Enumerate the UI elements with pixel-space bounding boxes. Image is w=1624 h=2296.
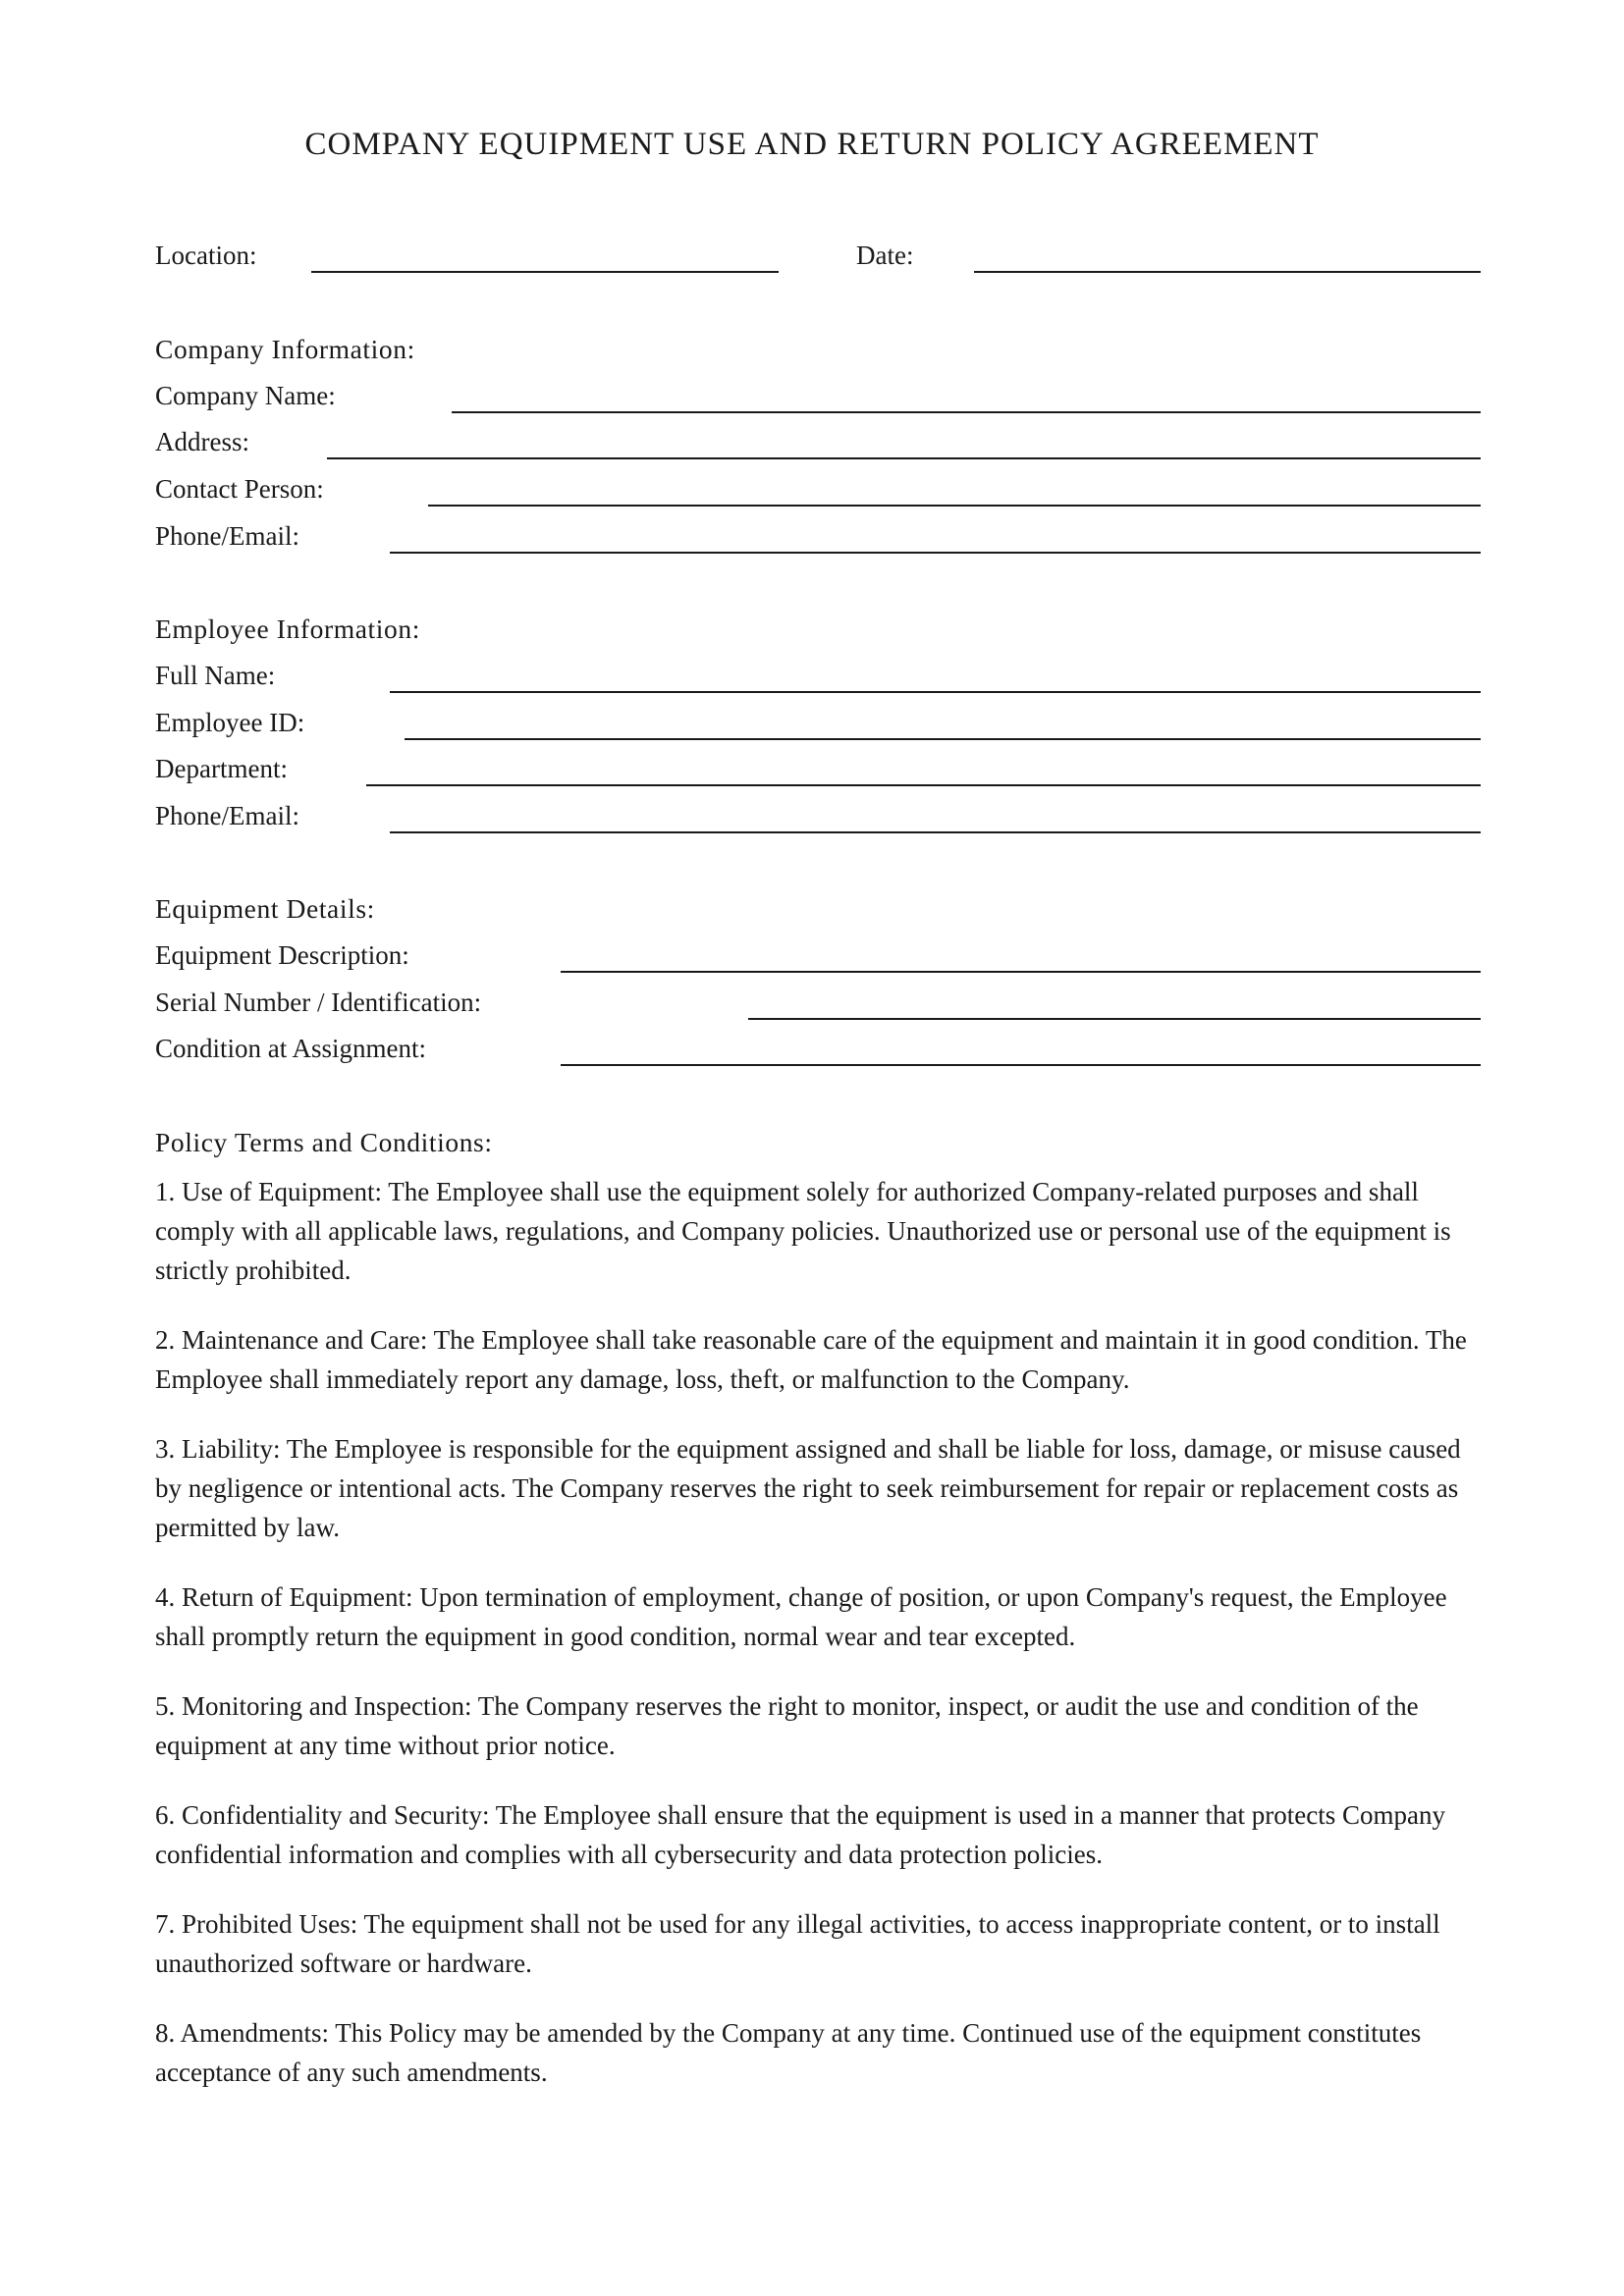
policy-term: 1. Use of Equipment: The Employee shall use the equipment solely for authorized Company-related purposes and shall comply with all applicable laws, regulations, and Company policies. Unauthorized use or personal use of the equipment is strictly prohibited. <box>155 1177 1451 1285</box>
date-field[interactable] <box>974 271 1481 273</box>
policy-term: 6. Confidentiality and Security: The Employee shall ensure that the equipment is used in a manner that protects Company confidential information and complies with all cybersecurity and data protection policies. <box>155 1800 1445 1869</box>
policy-terms-list <box>155 1172 1490 2122</box>
serial-number-label: Serial Number / Identification: <box>155 988 482 1017</box>
equipment-details-heading: Equipment Details: <box>155 893 375 924</box>
company-address-field[interactable] <box>327 457 1481 459</box>
date-label: Date: <box>856 240 914 270</box>
policy-term: 2. Maintenance and Care: The Employee shall take reasonable care of the equipment and maintain it in good condition. The Employee shall immediately report any damage, loss, theft, or malfunction to the Company. <box>155 1325 1467 1394</box>
location-field[interactable] <box>311 271 779 273</box>
location-label: Location: <box>155 240 257 270</box>
policy-term: 8. Amendments: This Policy may be amended by the Company at any time. Continued use of the equipment constitutes acceptance of any such amendments. <box>155 2018 1422 2087</box>
full-name-label: Full Name: <box>155 661 276 690</box>
policy-term: 7. Prohibited Uses: The equipment shall not be used for any illegal activities, to access inappropriate content, or to install unauthorized software or hardware. <box>155 1909 1440 1978</box>
serial-number-field[interactable] <box>748 1018 1481 1020</box>
department-label: Department: <box>155 754 288 783</box>
company-name-field[interactable] <box>452 411 1481 413</box>
company-information-heading: Company Information: <box>155 334 415 364</box>
document-title: COMPANY EQUIPMENT USE AND RETURN POLICY AGREEMENT <box>304 127 1320 162</box>
company-name-label: Company Name: <box>155 381 336 410</box>
policy-terms-heading: Policy Terms and Conditions: <box>155 1127 493 1157</box>
condition-at-assignment-label: Condition at Assignment: <box>155 1034 427 1063</box>
employee-phone-email-label: Phone/Email: <box>155 801 299 830</box>
policy-term: 3. Liability: The Employee is responsible for the equipment assigned and shall be liable for loss, damage, or misuse caused by negligence or intentional acts. The Company reserves the right to seek reimbursement for repair or replacement costs as permitted by law. <box>155 1434 1461 1542</box>
employee-phone-email-field[interactable] <box>390 831 1481 833</box>
policy-term: 4. Return of Equipment: Upon termination of employment, change of position, or upon Company's request, the Employee shall promptly return the equipment in good condition, normal wear and tear excepted. <box>155 1582 1447 1651</box>
full-name-field[interactable] <box>390 691 1481 693</box>
equipment-description-field[interactable] <box>561 971 1481 973</box>
policy-term: 5. Monitoring and Inspection: The Company reserves the right to monitor, inspect, or audit the use and condition of the equipment at any time without prior notice. <box>155 1691 1419 1760</box>
company-phone-email-label: Phone/Email: <box>155 521 299 551</box>
department-field[interactable] <box>366 784 1481 786</box>
equipment-description-label: Equipment Description: <box>155 940 409 970</box>
employee-information-heading: Employee Information: <box>155 614 420 644</box>
company-address-label: Address: <box>155 427 249 456</box>
company-phone-email-field[interactable] <box>390 552 1481 554</box>
contact-person-label: Contact Person: <box>155 474 324 504</box>
employee-id-label: Employee ID: <box>155 708 305 737</box>
condition-at-assignment-field[interactable] <box>561 1064 1481 1066</box>
employee-id-field[interactable] <box>405 738 1481 740</box>
contact-person-field[interactable] <box>428 505 1481 507</box>
